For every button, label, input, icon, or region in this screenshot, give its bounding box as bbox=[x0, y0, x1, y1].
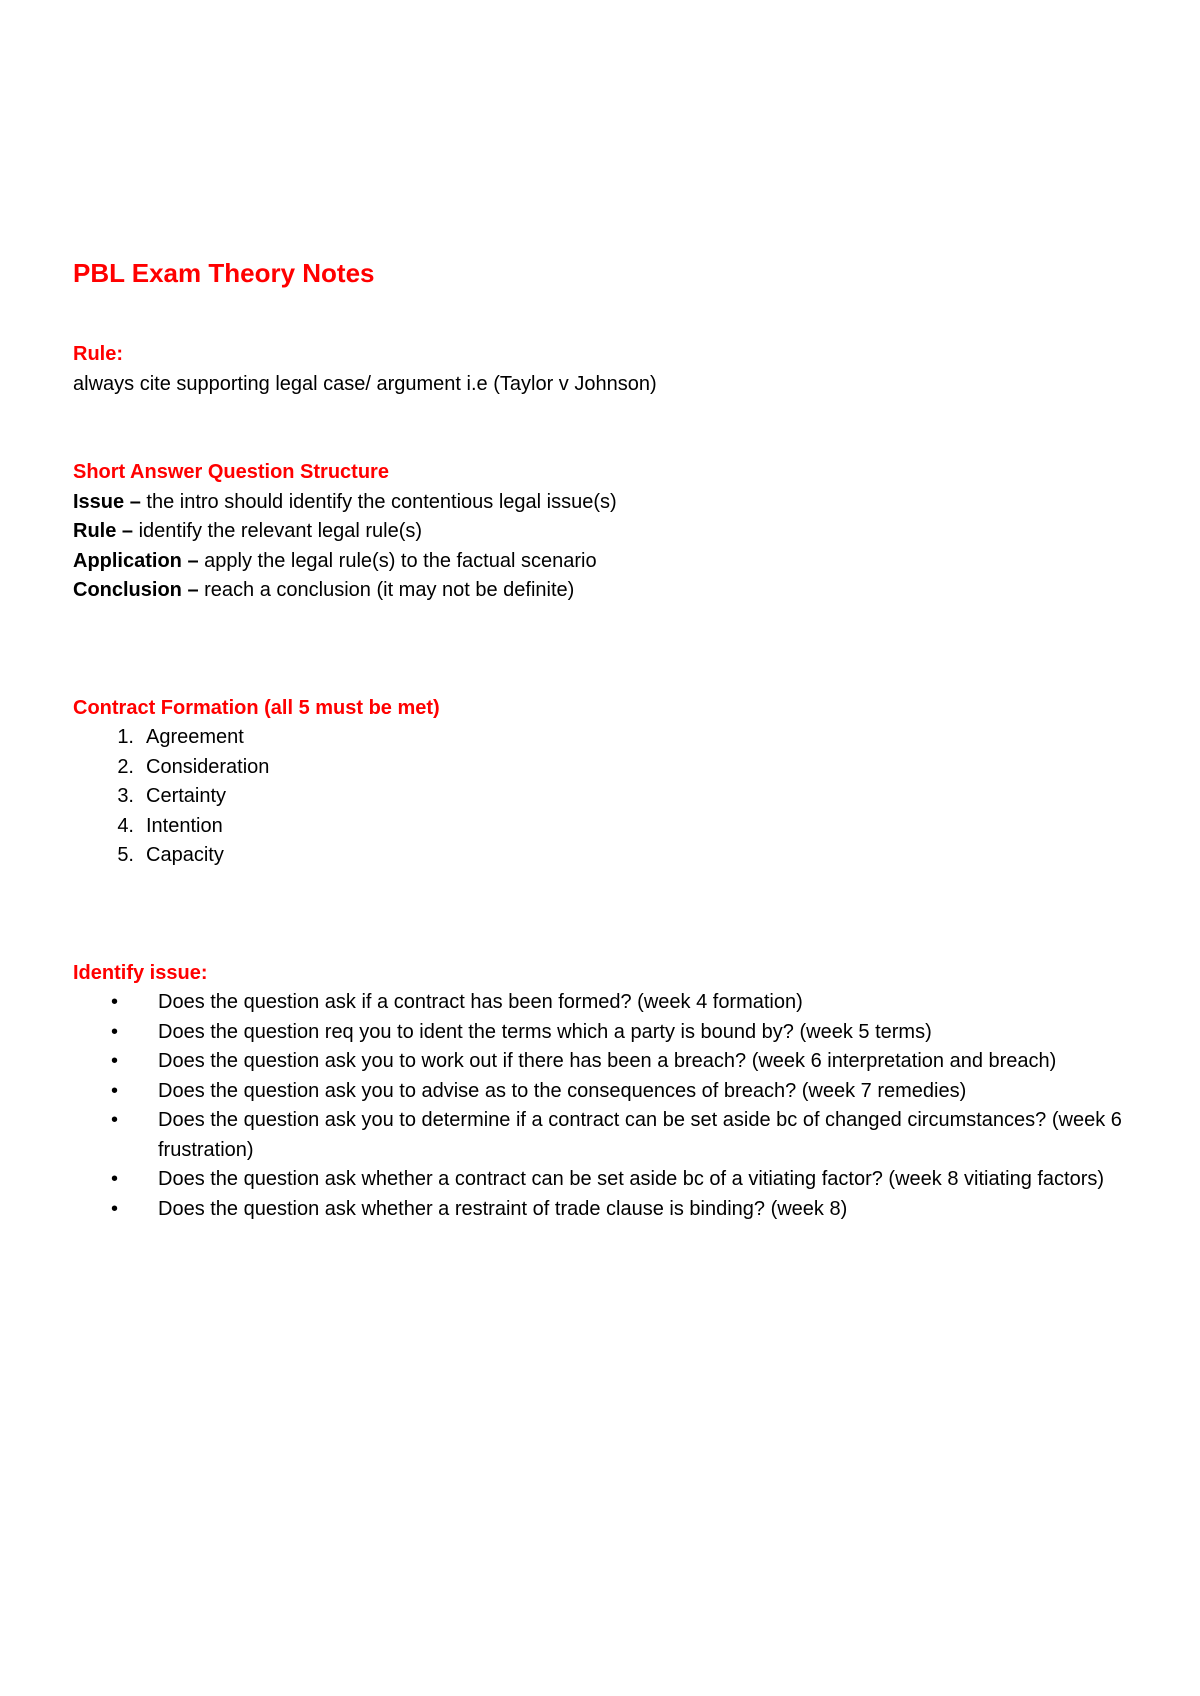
irac-text: identify the relevant legal rule(s) bbox=[138, 520, 423, 542]
bullet-icon: • bbox=[111, 991, 119, 1013]
contract-formation-heading: Contract Formation (all 5 must be met) bbox=[73, 696, 440, 719]
rule-heading: Rule: bbox=[73, 343, 123, 365]
bullet-icon: • bbox=[111, 1079, 119, 1102]
list-number: 2. bbox=[117, 755, 134, 778]
irac-separator: – bbox=[124, 490, 147, 513]
list-item-text: Does the question ask if a contract has been formed? (week 4 formation) bbox=[158, 991, 803, 1013]
irac-text: apply the legal rule(s) to the factual scenario bbox=[204, 549, 597, 572]
irac-list bbox=[73, 488, 1143, 606]
irac-text: reach a conclusion (it may not be definite) bbox=[204, 579, 575, 601]
irac-item bbox=[73, 547, 1143, 577]
list-item-text: Capacity bbox=[146, 844, 224, 866]
list-item bbox=[73, 1195, 1143, 1225]
list-item-text: Does the question req you to ident the terms which a party is bound by? (week 5 terms) bbox=[158, 1020, 932, 1043]
bullet-icon: • bbox=[111, 1168, 119, 1190]
list-item bbox=[73, 1018, 1143, 1048]
list-item-text: Certainty bbox=[146, 785, 227, 807]
list-item bbox=[73, 1106, 1143, 1165]
list-item-text: Does the question ask you to work out if there has been a breach? (week 6 interpretation and breach) bbox=[158, 1050, 1057, 1072]
irac-separator: – bbox=[181, 549, 205, 572]
document-title: PBL Exam Theory Notes bbox=[73, 258, 375, 288]
list-item bbox=[73, 782, 1143, 812]
list-number: 3. bbox=[117, 785, 134, 807]
irac-text: the intro should identify the contentious legal issue(s) bbox=[146, 490, 617, 513]
irac-item bbox=[73, 517, 1143, 547]
list-item bbox=[73, 753, 1143, 783]
list-item bbox=[73, 812, 1143, 842]
list-item bbox=[73, 723, 1143, 753]
list-item-text: Intention bbox=[146, 814, 223, 837]
irac-term: Rule bbox=[73, 520, 117, 542]
list-item-text: Does the question ask whether a restraint of trade clause is binding? (week 8) bbox=[158, 1197, 848, 1220]
irac-separator: – bbox=[116, 520, 139, 542]
irac-term: Issue bbox=[73, 490, 125, 513]
irac-term: Conclusion bbox=[73, 579, 182, 601]
list-item-text: Does the question ask you to determine if a contract can be set aside bc of changed circumstances? (week 6 frustration) bbox=[158, 1109, 1122, 1161]
contract-formation-list bbox=[73, 723, 1143, 871]
irac-separator: – bbox=[181, 579, 205, 601]
list-item bbox=[73, 1165, 1143, 1195]
list-item-text: Does the question ask whether a contract can be set aside bc of a vitiating factor? (week 8 vitiating factors) bbox=[158, 1168, 1105, 1190]
list-item-text: Does the question ask you to advise as to the consequences of breach? (week 7 remedies) bbox=[158, 1079, 967, 1102]
bullet-icon: • bbox=[111, 1197, 119, 1220]
short-answer-heading: Short Answer Question Structure bbox=[73, 461, 389, 483]
list-number: 5. bbox=[117, 844, 134, 866]
bullet-icon: • bbox=[111, 1020, 119, 1043]
bullet-icon: • bbox=[111, 1050, 119, 1072]
rule-text: always cite supporting legal case/ argument i.e (Taylor v Johnson) bbox=[73, 372, 657, 395]
list-item bbox=[73, 1047, 1143, 1077]
bullet-icon: • bbox=[111, 1109, 119, 1131]
irac-item bbox=[73, 488, 1143, 518]
irac-term: Application bbox=[73, 549, 182, 572]
list-number: 1. bbox=[117, 726, 134, 748]
list-item bbox=[73, 841, 1143, 871]
document-body bbox=[73, 256, 1143, 1224]
list-number: 4. bbox=[117, 814, 134, 837]
identify-issue-heading: Identify issue: bbox=[73, 961, 208, 984]
list-item bbox=[73, 988, 1143, 1018]
list-item-text: Agreement bbox=[146, 726, 244, 748]
list-item-text: Consideration bbox=[146, 755, 270, 778]
irac-item bbox=[73, 576, 1143, 606]
list-item bbox=[73, 1077, 1143, 1107]
identify-issue-list bbox=[73, 988, 1143, 1224]
